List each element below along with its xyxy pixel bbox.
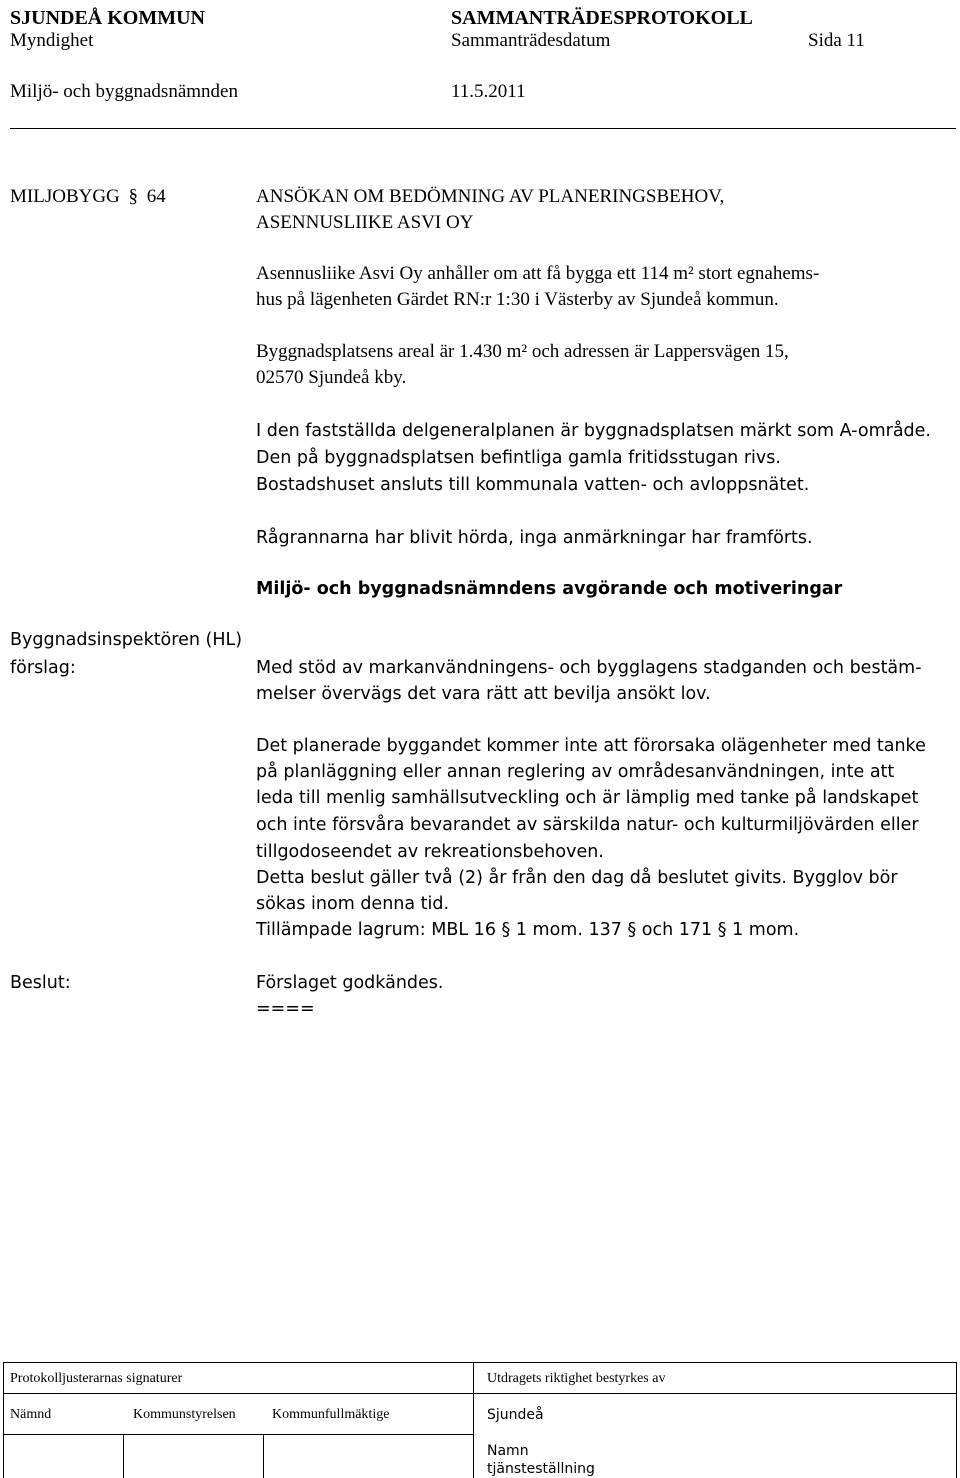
item-title-line1: ANSÖKAN OM BEDÖMNING AV PLANERINGSBEHOV, — [256, 186, 725, 207]
signatures-label: Protokolljusterarnas signaturer — [10, 1371, 183, 1386]
footer-place: Sjundeå — [487, 1407, 544, 1423]
item-code — [10, 187, 166, 206]
date-label: Sammanträdesdatum — [451, 30, 611, 51]
proposal-line5: leda till menlig samhällsutveckling och är lämplig med tanke på landskapet — [256, 788, 919, 808]
paragraph1-line2: hus på lägenheten Gärdet RN:r 1:30 i Västerby av Sjundeå kommun. — [256, 289, 779, 310]
document-type: SAMMANTRÄDESPROTOKOLL — [451, 7, 753, 29]
footer-mid-rule — [3, 1393, 956, 1394]
section-sign: § — [717, 920, 727, 940]
applied-law-part2: 1 mom. 137 — [515, 920, 622, 940]
item-number: 64 — [146, 186, 166, 207]
paragraph3-line1: I den fastställda delgeneralplanen är byggnadsplatsen märkt som A-område. — [256, 421, 931, 441]
meeting-date: 11.5.2011 — [451, 81, 526, 102]
page-number: Sida 11 — [808, 30, 865, 51]
footer-col-namnd: Nämnd — [10, 1407, 52, 1422]
proposal-line2: melser övervägs det vara rätt att bevilja ansökt lov. — [256, 684, 711, 704]
proposal-line6: och inte försvåra bevarandet av särskilda natur- och kulturmiljövärden eller — [256, 815, 919, 835]
footer-top-rule — [3, 1362, 956, 1363]
authority-name: Miljö- och byggnadsnämnden — [10, 81, 238, 102]
proposal-line1: Med stöd av markanvändningens- och bygglagens stadganden och bestäm- — [256, 658, 922, 678]
proposal-line3: Det planerade byggandet kommer inte att förorsaka olägenheter med tanke — [256, 736, 926, 756]
end-mark: ==== — [256, 999, 315, 1019]
footer-col-kommunstyrelsen: Kommunstyrelsen — [133, 1407, 236, 1422]
footer-name-label: Namn — [487, 1443, 529, 1459]
org-name: SJUNDEÅ KOMMUN — [10, 7, 205, 29]
paragraph3-line2: Den på byggnadsplatsen befintliga gamla fritidsstugan rivs. — [256, 448, 781, 468]
proposal-line8: Detta beslut gäller två (2) år från den dag då beslutet givits. Bygglov bör — [256, 868, 898, 888]
paragraph1-line1: Asennusliike Asvi Oy anhåller om att få bygga ett 114 m² stort egnahems- — [256, 263, 820, 284]
footer-column-rule — [3, 1434, 473, 1435]
item-code-text: MILJOBYGG — [10, 186, 120, 207]
decision-text: Förslaget godkändes. — [256, 973, 444, 993]
footer-col-kommunfullmaktige: Kommunfullmäktige — [272, 1407, 390, 1422]
paragraph4: Rågrannarna har blivit hörda, inga anmärkningar har framförts. — [256, 528, 813, 548]
section-sign: § — [501, 920, 511, 940]
item-title-line2: ASENNUSLIIKE ASVI OY — [256, 212, 474, 233]
section-sign: § — [128, 186, 139, 207]
paragraph2-line1: Byggnadsplatsens areal är 1.430 m² och adressen är Lappersvägen 15, — [256, 341, 789, 362]
authority-label: Myndighet — [10, 30, 94, 51]
decision-heading: Miljö- och byggnadsnämndens avgörande och motiveringar — [256, 579, 843, 599]
footer-left-border — [3, 1362, 4, 1478]
proposal-line4: på planläggning eller annan reglering av områdesanvändningen, inte att — [256, 762, 895, 782]
signature-divider-1 — [123, 1434, 124, 1478]
applied-law-part3: och 171 — [641, 920, 713, 940]
applied-law-part1: Tillämpade lagrum: MBL 16 — [256, 920, 496, 940]
proposal-line7: tillgodoseendet av rekreationsbehoven. — [256, 842, 604, 862]
paragraph3-line3: Bostadshuset ansluts till kommunala vatten- och avloppsnätet. — [256, 475, 810, 495]
decision-label: Beslut: — [10, 973, 71, 993]
section-sign: § — [627, 920, 637, 940]
proposal-label-line2: förslag: — [10, 658, 76, 678]
paragraph2-line2: 02570 Sjundeå kby. — [256, 367, 407, 388]
applied-law-part4: 1 mom. — [732, 920, 800, 940]
signature-divider-2 — [263, 1434, 264, 1478]
certify-label: Utdragets riktighet bestyrkes av — [487, 1371, 666, 1386]
footer-center-border — [473, 1362, 474, 1478]
header-divider — [10, 128, 956, 129]
applied-law-line — [256, 922, 799, 940]
proposal-label-line1: Byggnadsinspektören (HL) — [10, 630, 243, 650]
proposal-line9: sökas inom denna tid. — [256, 894, 450, 914]
footer-title-label: tjänsteställning — [487, 1461, 595, 1477]
footer-right-border — [956, 1362, 957, 1478]
